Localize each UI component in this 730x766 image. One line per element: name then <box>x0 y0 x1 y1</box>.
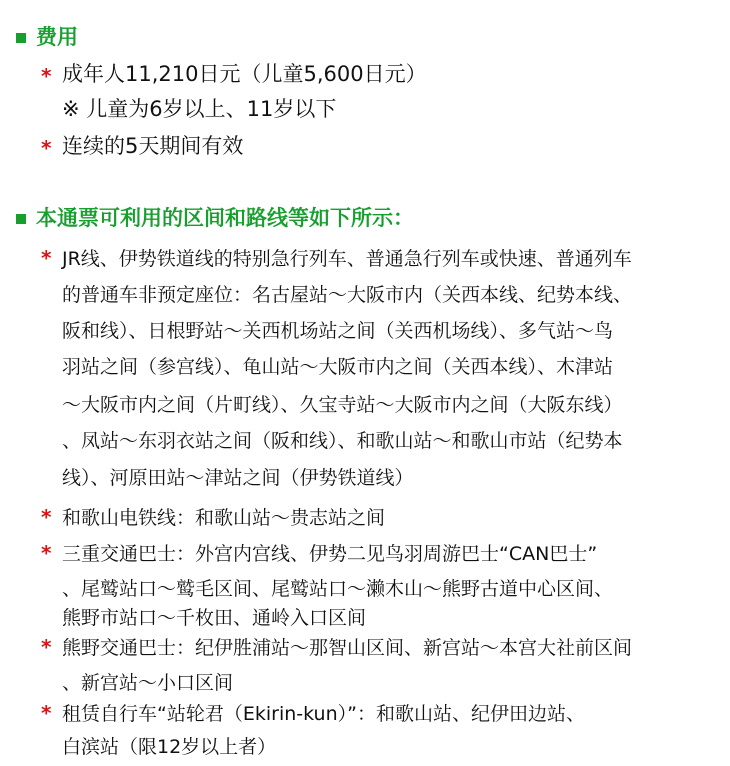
routes-heading-text: 本通票可利用的区间和路线等如下所示： <box>36 206 414 230</box>
mie-kotsu-bus-line: 熊野市站口～千枚田、通岭入口区间 <box>62 607 367 629</box>
bullet-asterisk-icon: * <box>41 541 52 565</box>
bullet-asterisk-icon: * <box>41 136 52 160</box>
kumano-kotsu-bus-line: 熊野交通巴士：纪伊胜浦站～那智山区间、新宫站～本宫大社前区间 <box>62 637 633 659</box>
fee-child-age-note: ※ 儿童为6岁以上、11岁以下 <box>62 97 337 121</box>
jr-routes-line: 阪和线）、日根野站～关西机场站之间（关西机场线）、多气站～鸟 <box>62 320 614 342</box>
rental-bicycle-line: 白滨站（限12岁以上者） <box>62 736 277 758</box>
fees-heading <box>16 27 78 48</box>
square-bullet-icon <box>16 33 26 43</box>
jr-routes-line: 〜大阪市内之间（片町线）、久宝寺站〜大阪市内之间（大阪东线） <box>62 394 623 416</box>
fee-adult-child-line: 成年人11,210日元（儿童5,600日元） <box>62 62 427 86</box>
routes-heading <box>16 208 414 229</box>
fees-heading-text: 费用 <box>36 25 78 49</box>
mie-kotsu-bus-line: 三重交通巴士：外宫内宫线、伊势二见鸟羽周游巴士“CAN巴士” <box>62 543 598 565</box>
bullet-asterisk-icon: * <box>41 505 52 529</box>
fee-validity-line: 连续的5天期间有效 <box>62 134 244 158</box>
jr-routes-line: 的普通车非预定座位：名古屋站～大阪市内（关西本线、纪势本线、 <box>62 284 633 306</box>
bullet-asterisk-icon: * <box>41 635 52 659</box>
jr-routes-line: JR线、伊势铁道线的特别急行列车、普通急行列车或快速、普通列车 <box>62 248 632 270</box>
rental-bicycle-line: 租赁自行车“站轮君（Ekirin-kun）”：和歌山站、纪伊田边站、 <box>62 703 585 725</box>
jr-routes-line: 羽站之间（参宫线）、龟山站〜大阪市内之间（关西本线）、木津站 <box>62 356 614 378</box>
square-bullet-icon <box>16 214 26 224</box>
jr-routes-line: 线）、河原田站〜津站之间（伊势铁道线） <box>62 467 414 489</box>
mie-kotsu-bus-line: 、尾鹫站口～鹫毛区间、尾鹫站口～濑木山～熊野古道中心区间、 <box>62 578 614 600</box>
wakayama-railway-line: 和歌山电铁线：和歌山站～贵志站之间 <box>62 507 386 529</box>
jr-routes-line: 、凤站〜东羽衣站之间（阪和线）、和歌山站〜和歌山市站（纪势本 <box>62 430 623 452</box>
bullet-asterisk-icon: * <box>41 701 52 725</box>
kumano-kotsu-bus-line: 、新宫站～小口区间 <box>62 672 234 694</box>
bullet-asterisk-icon: * <box>41 246 52 270</box>
bullet-asterisk-icon: * <box>41 64 52 88</box>
